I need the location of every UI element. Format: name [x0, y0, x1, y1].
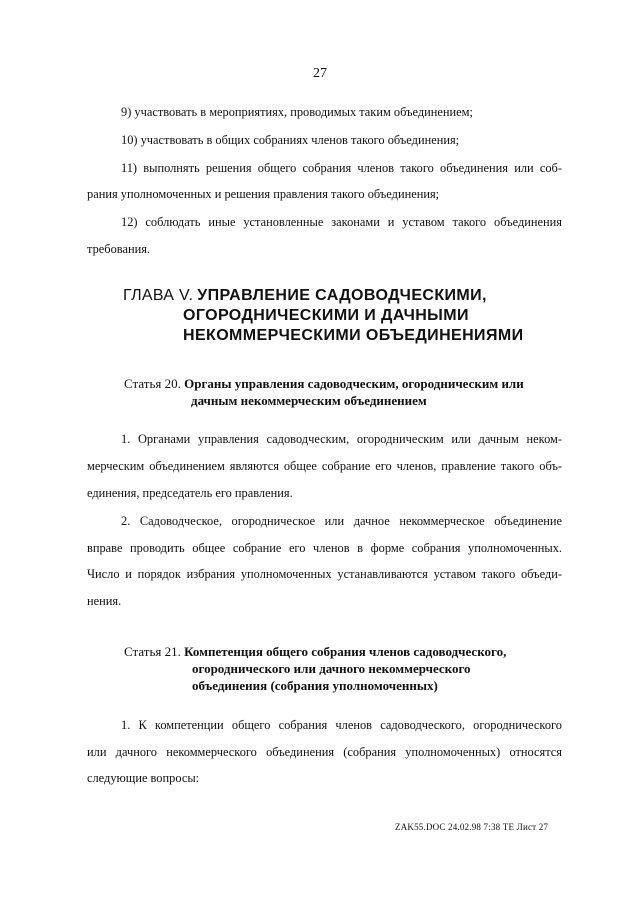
article-20-p2-line-3: Число и порядок избрания уполномоченных устанавливаются уставом такого объеди- [87, 567, 562, 581]
article-20-title-line-2-wrap [191, 392, 427, 409]
list-item-12-line-1: 12) соблюдать иные установленные законами и уставом такого объединения [121, 215, 562, 229]
article-21-title-line-2-wrap [192, 660, 471, 677]
article-21-p1-line-3: следующие вопросы: [87, 771, 200, 785]
footer-file-stamp: ZAK55.DOC 24.02.98 7:38 ТЕ Лист 27 [395, 822, 549, 832]
page-number: 27 [313, 66, 327, 81]
article-20-p2-line-1: 2. Садоводческое, огородническое или дачное некоммерческое объединение [121, 514, 562, 528]
list-item-11-line-1: 11) выполнять решения общего собрания членов такого объединения или соб- [121, 161, 562, 175]
chapter-heading [123, 286, 487, 306]
article-21-p1-line-1: 1. К компетенции общего собрания членов садоводческого, огороднического [121, 718, 562, 732]
article-20-title-line-2: дачным некоммерческим объединением [191, 393, 427, 408]
article-20-label: Статья 20. [124, 376, 181, 391]
list-item-11-line-2: рания уполномоченных и решения правления такого объединения; [87, 187, 440, 201]
article-20-title-line-1: Органы управления садоводческим, огородническим или [184, 376, 524, 391]
article-21-title-line-1: Компетенция общего собрания членов садоводческого, [184, 644, 507, 659]
chapter-label: ГЛАВА V. [123, 287, 194, 304]
list-item-12-line-2: требования. [87, 242, 151, 256]
chapter-title-line-3: НЕКОММЕРЧЕСКИМИ ОБЪЕДИНЕНИЯМИ [183, 327, 524, 344]
chapter-title-line-3-wrap [183, 326, 523, 346]
list-item-9: 9) участвовать в мероприятиях, проводимых таким объединением; [121, 105, 473, 119]
article-21-label: Статья 21. [124, 644, 181, 659]
list-item-10: 10) участвовать в общих собраниях членов такого объединения; [121, 133, 460, 147]
article-20-p1-line-2: мерческим объединением являются общее собрание его членов, правление такого объ- [87, 459, 562, 473]
chapter-title-line-1: УПРАВЛЕНИЕ САДОВОДЧЕСКИМИ, [197, 287, 487, 304]
article-20-heading [124, 375, 524, 392]
article-20-p2-line-2: вправе проводить общее собрание его членов в форме собрания уполномоченных. [87, 541, 562, 555]
article-20-p1-line-1: 1. Органами управления садоводческим, огородническим или дачным неком- [121, 432, 562, 446]
article-21-title-line-3: объединения (собрания уполномоченных) [192, 678, 438, 693]
article-20-p2-line-4: нения. [87, 594, 122, 608]
article-21-title-line-2: огороднического или дачного некоммерческого [192, 661, 471, 676]
chapter-title-line-2: ОГОРОДНИЧЕСКИМИ И ДАЧНЫМИ [183, 307, 469, 324]
article-21-title-line-3-wrap [192, 677, 438, 694]
article-21-heading [124, 643, 506, 660]
chapter-title-line-2-wrap [183, 306, 469, 326]
article-20-p1-line-3: единения, председатель его правления. [87, 486, 293, 500]
article-21-p1-line-2: или дачного некоммерческого объединения (собрания уполномоченных) относятся [87, 745, 562, 759]
